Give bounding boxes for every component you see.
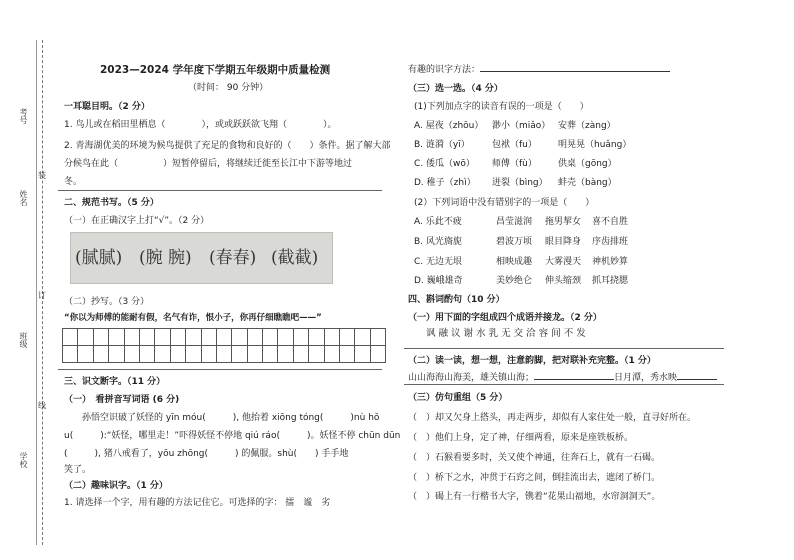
q2-option-d2: 美妙绝仑 [496, 276, 533, 286]
char-pair-2: (腕 腕) [139, 248, 192, 268]
reorder-item-3[interactable]: （ ）石猴看要多时，关又使个神通，往奔石上，就有一石碣。 [408, 453, 661, 463]
s3-sub1: （一） 看拼音写词语 (6 分) [64, 395, 180, 405]
q1-option-b1[interactable]: B. 涟漪（yī） [414, 140, 470, 150]
q2-option-a4: 喜不自胜 [592, 217, 629, 227]
page-title: 2023—2024 学年度下学期五年级期中质量检测 [100, 64, 331, 76]
q2-option-a2: 昌莹滋润 [496, 217, 533, 227]
char-pair-3: (春春) [209, 248, 257, 268]
label-xingming: 姓名 [19, 190, 28, 206]
s3c-title: （三）选一选。（4 分） [408, 84, 503, 94]
q2-option-c1[interactable]: C. 无边无垠 [414, 257, 463, 267]
q1-option-d1[interactable]: D. 稚子（zhì） [414, 178, 476, 188]
s1-q1: 1. 鸟儿或在稻田里栖息（ ），或或跃跃欲飞翔（ ）。 [64, 120, 337, 130]
reorder-item-5[interactable]: （ ）碣上有一行楷书大字，镌着“花果山福地，水帘洞洞天”。 [408, 492, 661, 502]
s3-p2: u( ):“妖怪，哪里走！”吓得妖怪不停地 qiú ráo( )。妖怪不停 chūn dūn [64, 431, 401, 441]
binding-mark-ding: 订 [38, 291, 46, 300]
exam-time: （时间： 90 分钟） [188, 83, 269, 93]
s2-sub1: （一）在正确汉字上打“√”。（2 分） [64, 216, 210, 226]
s4-sub3: （三）仿句重组（5 分） [408, 393, 508, 403]
q2-option-b2: 碧波万顷 [496, 237, 533, 247]
handwriting-image [70, 232, 333, 284]
q2-text: (2）下列词语中没有错别字的一项是（ ） [414, 198, 595, 208]
q1-option-b3: 明晃晃（huǎng） [558, 140, 632, 150]
q1-option-a3: 安葬（zàng） [558, 121, 616, 131]
q1-option-b2: 包袱（fu） [492, 140, 537, 150]
s4-chars: 讽 融 议 谢 水 乳 无 交 洽 容 间 不 发 [426, 328, 586, 339]
couplet-b: 日月潭，秀水映 [614, 373, 678, 383]
q2-option-d1[interactable]: D. 巍峨雄奇 [414, 276, 463, 286]
s1-q2b: 分候鸟在此（ ）短暂停留后，将继续迁徙至长江中下游等地过 [64, 159, 353, 169]
s3-q1: 1. 请选择一个字，用有趣的方法记住它。可选择的字： 擂 谧 劣 [64, 498, 331, 508]
s2-quote: “你以为师傅的能耐有假，名气有诈，恨小子，你再仔细瞧瞧吧——” [64, 313, 322, 323]
divider [404, 348, 724, 349]
section3-title: 三、识文断字。（11 分） [64, 377, 166, 387]
s2-sub2: （二）抄写。（3 分） [64, 297, 150, 307]
s3-p3: ( ), 猪八戒看了，yōu zhōng( ) 的佩服。shù( ) 手手地 [64, 449, 349, 459]
s1-q2c: 冬。 [64, 177, 83, 187]
couplet-a: 山山海海山海美，雄关镇山海； [408, 373, 535, 383]
s1-q2a: 2. 青海湖优美的环境为候鸟提供了充足的食物和良好的（ ）条件。据了解大部 [64, 141, 391, 151]
section2-title: 二、规范书写。（5 分） [64, 198, 159, 208]
binding-mark-xian: 线 [38, 401, 46, 410]
s4-sub2: （二）读一读，想一想，注意韵脚，把对联补充完整。（1 分） [408, 356, 656, 366]
q2-option-c4: 神机妙算 [592, 257, 629, 267]
q1-option-a2: 渺小（miǎo） [492, 121, 551, 131]
q2-option-c3: 大雾漫天 [545, 257, 582, 267]
reorder-item-4[interactable]: （ ）桥下之水，冲贯于石窍之间，倒挂流出去，遮闭了桥门。 [408, 473, 661, 483]
q2-option-b3: 眼目降身 [545, 237, 582, 247]
reorder-item-1[interactable]: （ ）却又欠身上搭头，再走两步，却似有人家住处一般，直寻好所在。 [408, 413, 697, 423]
label-banji: 班级 [19, 332, 28, 348]
method-label [408, 62, 670, 75]
divider [58, 369, 382, 370]
divider [58, 190, 382, 191]
label-kaohao: 考号 [19, 108, 28, 124]
couplet-blank-2[interactable] [677, 379, 717, 380]
q1-option-c3: 供桌（gōng） [558, 159, 617, 169]
q2-option-b4: 序齿排班 [592, 237, 629, 247]
q1-option-d2: 迸裂（bìng） [492, 178, 548, 188]
method-text: 有趣的识字方法： [408, 65, 481, 75]
couplet-blank-1[interactable] [534, 379, 614, 380]
q2-option-d3: 伸头缩颈 [545, 276, 582, 286]
q1-option-c1[interactable]: C. 倭瓜（wō） [414, 159, 475, 169]
q2-option-b1[interactable]: B. 风光旖旎 [414, 237, 462, 247]
q2-option-d4: 抓耳挠腮 [592, 276, 629, 286]
couplet-line [408, 370, 717, 383]
q1-option-a1[interactable]: A. 屋夜（zhōu） [414, 121, 484, 131]
q2-option-a3: 拖男挈女 [545, 217, 582, 227]
writing-grid[interactable] [62, 328, 386, 363]
q1-option-c2: 师傅（fù） [492, 159, 537, 169]
method-answer-line[interactable] [480, 71, 670, 72]
q1-text: (1)下列加点字的读音有误的一项是（ ） [414, 102, 589, 112]
q1-option-d3: 蚌壳（bàng） [558, 178, 617, 188]
s3-p4: 笑了。 [64, 465, 92, 475]
q2-option-c2: 相映成趣 [496, 257, 533, 267]
char-pair-4: (截截) [271, 248, 319, 268]
binding-mark-zhuang: 装 [38, 171, 46, 180]
section4-title: 四、斟词酌句（10 分） [408, 295, 505, 305]
s4-sub1: （一）用下面的字组成四个成语并接龙。（2 分） [408, 313, 602, 323]
reorder-item-2[interactable]: （ ）他们上身，定了神，仔细两看，原来是座铁板桥。 [408, 433, 634, 443]
s3-sub2: （二）趣味识字。（1 分） [64, 481, 168, 491]
label-xuexiao: 学校 [19, 452, 28, 468]
section1-title: 一耳聪目明。（2 分） [64, 102, 150, 112]
divider [404, 384, 724, 385]
s3-p1: 孙悟空识破了妖怪的 yīn móu( ), 他抬着 xiōng tóng( )nù hǒ [82, 413, 380, 423]
binding-solid-line [36, 40, 37, 545]
q2-option-a1[interactable]: A. 乐此不疲 [414, 217, 462, 227]
char-pair-1: (腻腻) [75, 248, 123, 268]
